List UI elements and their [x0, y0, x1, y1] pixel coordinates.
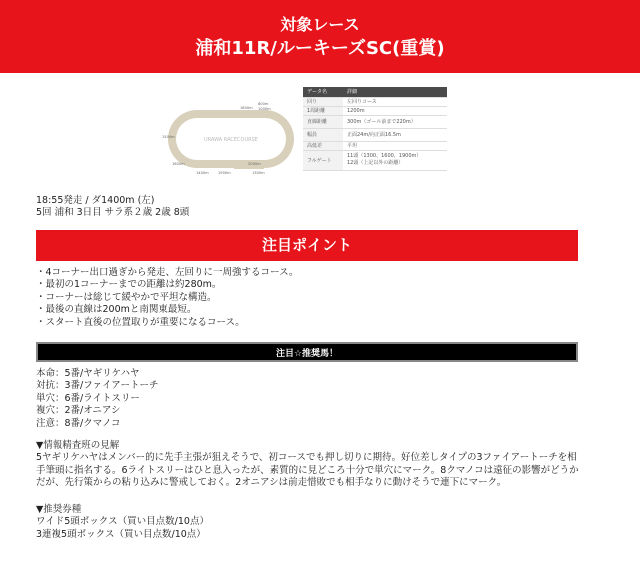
table-cell-key: 直線距離: [303, 115, 343, 128]
table-cell-value: 左回りコース: [343, 97, 447, 106]
table-header-name: データ名: [303, 87, 343, 97]
course-map: [160, 98, 300, 178]
race-title: 浦和11R/ルーキーズSC(重賞): [195, 38, 445, 59]
bet-item-trio: 3連複5頭ボックス（買い目点数/10点）: [36, 528, 206, 540]
bet-item-wide: ワイド5頭ボックス（買い目点数/10点）: [36, 516, 209, 528]
marker-1600: 1600m: [172, 162, 185, 166]
table-cell-key: 高低差: [303, 141, 343, 150]
list-item: ・最後の直線は200mと南関東最短。: [36, 304, 197, 316]
table-row: [303, 106, 447, 115]
race-info: [36, 195, 189, 219]
pick-taikou: 対抗：3番/ファイアートーチ: [36, 380, 159, 392]
analysis-heading: ▼情報精査班の見解: [36, 440, 120, 451]
analysis-section: [36, 440, 581, 489]
recommended-horses-list: [36, 368, 159, 430]
bet-types-heading: ▼推奨券種: [36, 504, 82, 515]
pick-honmei: 本命：5番/ヤギリケハヤ: [36, 368, 140, 379]
table-row: [303, 150, 447, 170]
table-row: [303, 97, 447, 106]
table-cell-value: 11頭（1300、1600、1900m） 12頭（上記以外の距離）: [343, 150, 447, 170]
marker-2000: 2000m: [248, 162, 261, 166]
track-label: URAWA RACECOURSE: [204, 137, 258, 143]
table-cell-value: 1200m: [343, 106, 447, 115]
table-header-row: [303, 87, 447, 97]
list-item: ・4コーナー出口過ぎから発走、左回りに一周強するコース。: [36, 267, 299, 278]
marker-1900: 1900m: [218, 171, 231, 175]
header-title: 対象レース: [280, 15, 360, 34]
table-cell-key: フルゲート: [303, 150, 343, 170]
table-cell-key: 1周距離: [303, 106, 343, 115]
marker-1300: 1300m: [252, 171, 265, 175]
focus-point-list: [36, 267, 298, 329]
marker-1400: 1400m: [196, 171, 209, 175]
table-cell-key: 幅員: [303, 128, 343, 141]
marker-1800: 1800m: [240, 106, 253, 110]
analysis-body: 5ヤギリケハヤはメンバー的に先手主張が狙えそうで、初コースでも押し切りに期待。好位差しタイプの3ファイアートーチを相手筆頭に指名する。6ライトスリーはひと息入ったが、素質的に見どころ十分で単穴にマーク。8クマノコは遠征の影響がどうかだが、先行策からの粘り込みに警戒しておく。2オニアシは前走惜敗でも相手なりに動けそうで連下にマーク。: [36, 452, 579, 488]
marker-1500: 1500m: [162, 135, 175, 139]
list-item: ・スタート直後の位置取りが重要になるコース。: [36, 316, 245, 328]
list-item: ・最初の1コーナーまでの距離は約280m。: [36, 279, 222, 291]
race-meeting: 5回 浦和 3日目 サラ系２歳 2歳 8頭: [36, 207, 190, 218]
focus-point-heading: 注目ポイント: [36, 230, 578, 261]
table-row: [303, 115, 447, 128]
table-header-detail: 詳細: [343, 87, 447, 97]
list-item: ・コーナーは総じて緩やかで平坦な構造。: [36, 291, 217, 303]
table-row: [303, 128, 447, 141]
table-cell-value: 平坦: [343, 141, 447, 150]
pick-chuui: 注意：8番/クマノコ: [36, 417, 121, 429]
pick-fukuana: 複穴：2番/オニアシ: [36, 405, 121, 417]
table-row: [303, 141, 447, 150]
marker-800: 800m: [258, 102, 269, 106]
recommended-horses-heading: 注目☆推奨馬！: [36, 342, 578, 362]
table-cell-value: 300m（ゴール前まで220m）: [343, 115, 447, 128]
race-start-time: 18:55発走 / ダ1400m (左): [36, 195, 155, 206]
table-cell-key: 回り: [303, 97, 343, 106]
table-cell-value: 正面24m/向正面16.5m: [343, 128, 447, 141]
bet-types-section: [36, 504, 209, 541]
pick-tanana: 単穴：6番/ライトスリー: [36, 392, 140, 404]
marker-1000: 1000m: [258, 107, 271, 111]
course-data-table: [303, 87, 447, 171]
page-header: [0, 0, 640, 73]
